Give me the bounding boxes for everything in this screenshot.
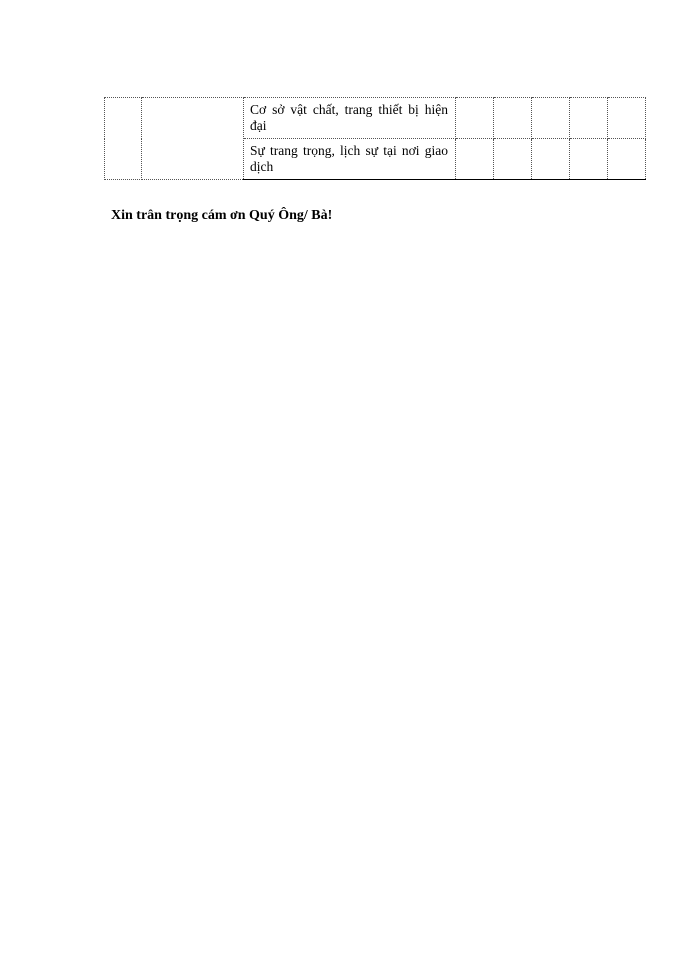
survey-table: [104, 97, 646, 180]
score-cell-3: [532, 139, 570, 180]
score-cell-2: [494, 139, 532, 180]
score-cell-3: [532, 98, 570, 139]
score-cell-2: [494, 98, 532, 139]
criterion-text: Sự trang trọng, lịch sự tại nơi giao dịch: [250, 143, 448, 174]
score-cell-1: [456, 139, 494, 180]
score-cell-4: [570, 98, 608, 139]
closing-thanks: Xin trân trọng cám ơn Quý Ông/ Bà!: [111, 208, 333, 223]
index-cell: [105, 98, 142, 180]
group-cell: [142, 98, 244, 180]
criterion-cell: [244, 139, 456, 180]
criterion-text: Cơ sở vật chất, trang thiết bị hiện đại: [250, 102, 448, 133]
score-cell-5: [608, 98, 646, 139]
score-cell-5: [608, 139, 646, 180]
score-cell-4: [570, 139, 608, 180]
table-row: [105, 98, 646, 139]
criterion-cell: [244, 98, 456, 139]
score-cell-1: [456, 98, 494, 139]
